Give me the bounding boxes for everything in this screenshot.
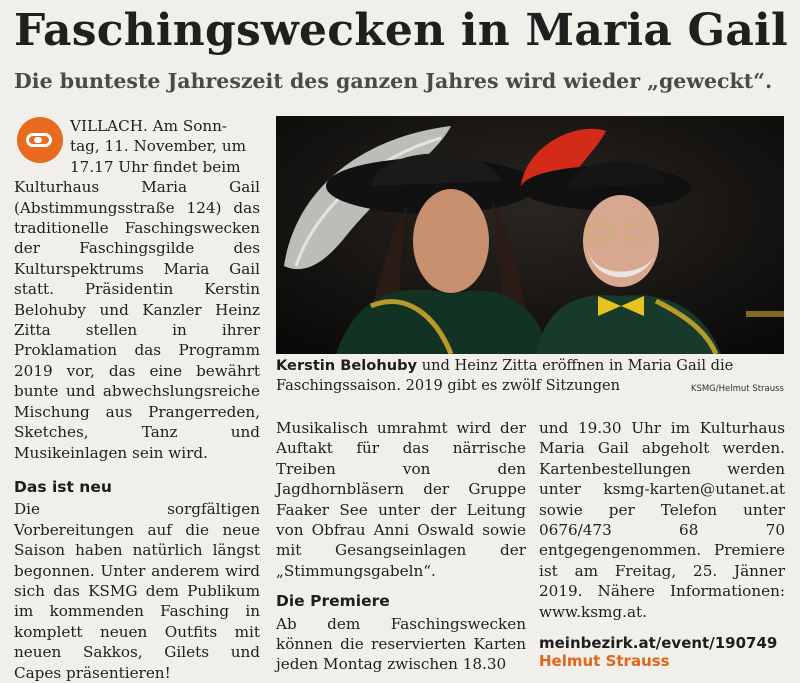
- tickets-paragraph: und 19.30 Uhr im Kulturhaus Maria Gail abgeholt werden. Kartenbestellungen werden unter ksmg-karten@utanet.at sowie per Telefon unter 0676/473 68 70 entgegengenommen. Premiere ist am Freitag, 25. Jänner 2019. Nähere Informationen: www.ksmg.at.: [539, 419, 785, 621]
- lead-line-1: VILLACH. Am Sonn-: [70, 117, 228, 135]
- lead-line-3: 17.17 Uhr findet beim: [70, 157, 241, 176]
- column-3: [539, 418, 785, 622]
- caption-text: und Heinz Zitta eröffnen in Maria Gail die Faschingssaison. 2019 gibt es zwölf Sitzungen: [276, 357, 734, 394]
- section-text-new: Die sorgfältigen Vorbereitungen auf die neue Saison haben natürlich längst begonnen. Unter anderem wird sich das KSMG dem Publikum im kommenden Fasching in komplett neuen Outfits mit neuen Sakkos, Gilets und Capes präsentieren!: [14, 500, 260, 682]
- photo-credit: KSMG/Helmut Strauss: [690, 384, 784, 394]
- article-photo: [276, 116, 784, 354]
- headline: Faschingswecken in Maria Gail: [14, 5, 788, 56]
- subheadline: Die bunteste Jahreszeit des ganzen Jahres wird wieder „geweckt“.: [14, 69, 773, 93]
- music-paragraph: Musikalisch umrahmt wird der Auftakt für das närrische Treiben von den Jagdhornbläsern der Gruppe Faaker See unter der Leitung von Obfrau Anni Oswald sowie mit Gesangseinlagen der „Stimmungsgabeln“.: [276, 419, 526, 580]
- lead-line-2: tag, 11. November, um: [70, 137, 247, 156]
- section-text-premiere: Ab dem Faschingswecken können die reservierten Karten jeden Montag zwischen 18.30: [276, 614, 526, 674]
- caption-bold: Kerstin Belohuby: [276, 357, 418, 374]
- column-1: [14, 116, 260, 683]
- event-link[interactable]: meinbezirk.at/event/190749: [539, 634, 778, 652]
- column-2: [276, 418, 526, 675]
- section-heading-premiere: Die Premiere: [276, 592, 390, 611]
- author-name: Helmut Strauss: [539, 652, 670, 670]
- lead-paragraph: Kulturhaus Maria Gail (Abstimmungsstraße 124) das traditionelle Faschingswecken der Faschingsgilde des Kulturspektrums Maria Gail statt. Präsidentin Kerstin Belohuby und Kanzler Heinz Zitta stellen in ihrer Proklamation das Programm 2019 vor, das eine bewährt bunte und abwechslungsreiche Mischung aus Prangerreden, Sketches, Tanz und Musikeinlagen sein wird.: [14, 178, 260, 462]
- section-heading-new: Das ist neu: [14, 477, 112, 496]
